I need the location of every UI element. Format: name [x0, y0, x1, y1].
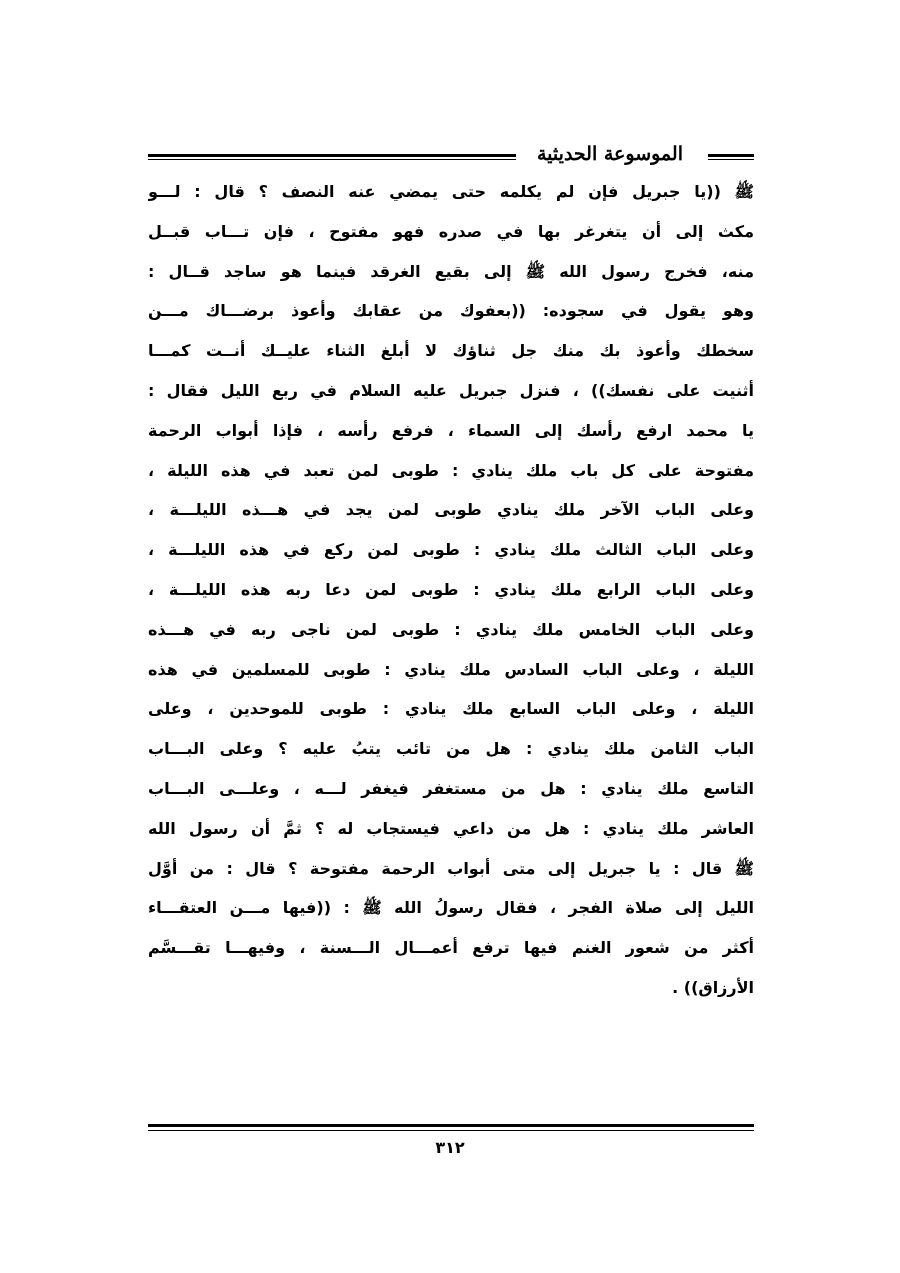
text-line: أكثر من شعور الغنم فيها ترفع أعمـــال الـــسنة ، وفيهـــا تقـــسَّم	[148, 938, 754, 958]
running-header	[148, 140, 754, 168]
text-line: سخطك وأعوذ بك منك جل ثناؤك لا أبلغ الثناء عليــك أنــت كمـــا	[148, 341, 754, 361]
text-line: مفتوحة على كل باب ملك ينادي : طوبى لمن تعبد في هذه الليلة ،	[148, 460, 754, 480]
text-line: وهو يقول في سجوده: ((بعفوك من عقابك وأعوذ برضـــاك مـــن	[148, 301, 754, 321]
text-line: الليلة ، وعلى الباب السابع ملك ينادي : طوبى للموحدين ، وعلى	[148, 699, 754, 719]
text-line: ﷺ قال : يا جبريل إلى متى أبواب الرحمة مفتوحة ؟ قال : من أوَّل	[148, 858, 754, 878]
text-line: منه، فخرج رسول الله ﷺ إلى بقيع الغرقد فينما هو ساجد قــال :	[148, 261, 754, 281]
text-line: الليلة ، وعلى الباب السادس ملك ينادي : طوبى للمسلمين في هذه	[148, 659, 754, 679]
text-line: وعلى الباب الخامس ملك ينادي : طوبى لمن ناجى ربه في هـــذه	[148, 619, 754, 639]
text-line: العاشر ملك ينادي : هل من داعي فيستجاب له ؟ ثمَّ أن رسول الله	[148, 818, 754, 838]
page-number: ٣١٢	[435, 1138, 465, 1157]
body-text	[148, 172, 754, 1008]
header-title: الموسوعة الحديثية	[537, 143, 683, 165]
text-line: أثنيت على نفسك)) ، فنزل جبريل عليه السلام في ربع الليل فقال :	[148, 380, 754, 400]
text-line: وعلى الباب الرابع ملك ينادي : طوبى لمن دعا ربه هذه الليلـــة ،	[148, 579, 754, 599]
text-line: الأرزاق)) .	[672, 977, 754, 997]
text-line: ﷺ ((يا جبريل فإن لم يكلمه حتى يمضي عنه النصف ؟ قال : لـــو	[148, 182, 754, 201]
header-rule-left	[148, 154, 516, 160]
text-line: الباب الثامن ملك ينادي : هل من تائب يتبُ عليه ؟ وعلى البـــاب	[148, 739, 754, 759]
footer-rule	[148, 1124, 754, 1131]
text-line: مكث إلى أن يتغرغر بها في صدره فهو مفتوح ، فإن تـــاب قبــل	[148, 221, 754, 241]
text-line: وعلى الباب الثالث ملك ينادي : طوبى لمن ركع في هذه الليلـــة ،	[148, 540, 754, 560]
text-line: التاسع ملك ينادي : هل من مستغفر فيغفر لـــه ، وعلـــى البـــاب	[148, 778, 754, 798]
text-line: يا محمد ارفع رأسك إلى السماء ، فرفع رأسه ، فإذا أبواب الرحمة	[148, 420, 754, 440]
header-rule-right	[708, 154, 754, 160]
text-line: وعلى الباب الآخر ملك ينادي طوبى لمن يجد في هـــذه الليلـــة ،	[148, 500, 754, 520]
text-line: الليل إلى صلاة الفجر ، فقال رسولُ الله ﷺ : ((فيها مـــن العتقـــاء	[148, 898, 754, 918]
